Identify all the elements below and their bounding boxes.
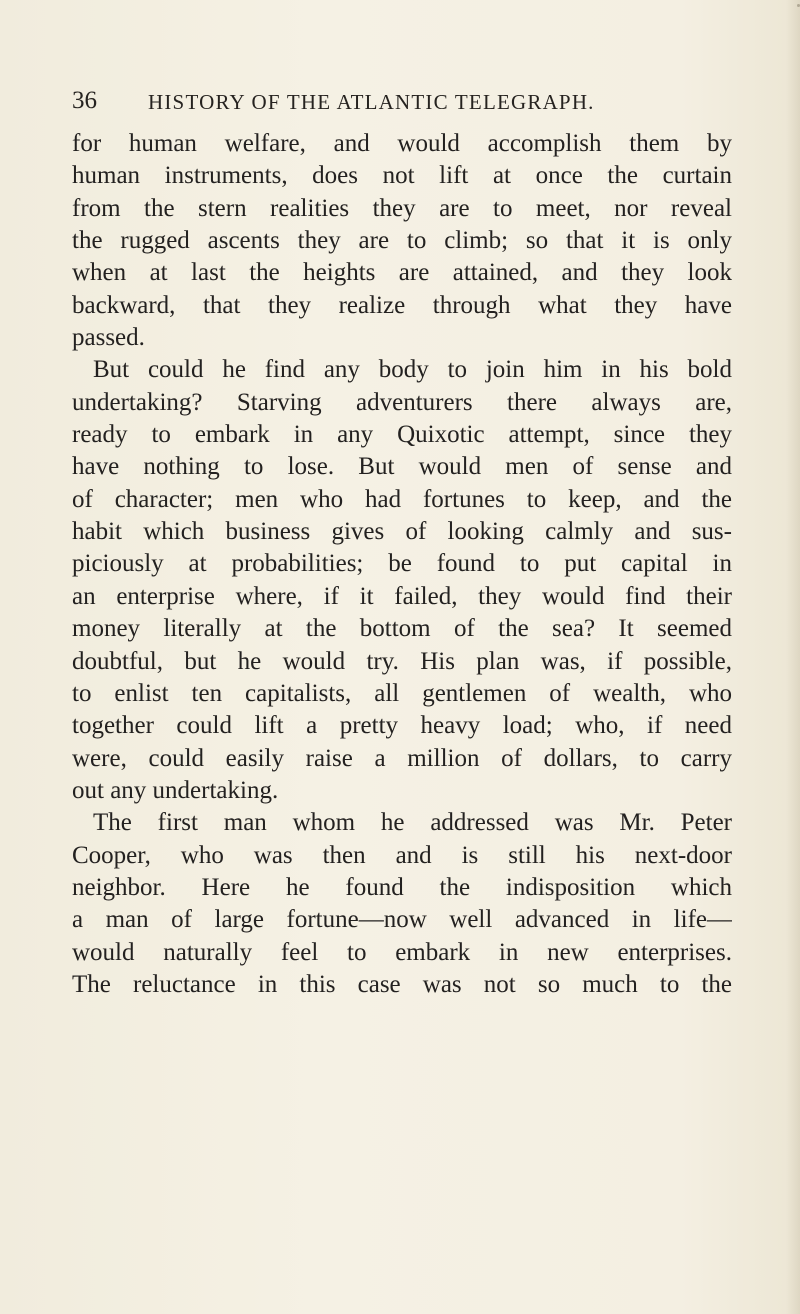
text-line: undertaking? Starving adventurers there always are, [72, 388, 732, 416]
text-line: Cooper, who was then and is still his next-door [72, 841, 732, 869]
text-line: a man of large fortune—now well advanced in life— [72, 906, 732, 934]
text-line: money literally at the bottom of the sea? It seemed [72, 615, 732, 643]
text-line: backward, that they realize through what they have [72, 291, 732, 319]
running-title: HISTORY OF THE ATLANTIC TELEGRAPH. [148, 90, 595, 114]
paragraph-start-line: The first man whom he addressed was Mr. Peter [93, 809, 732, 837]
text-line: have nothing to lose. But would men of sense and [72, 453, 732, 481]
paragraph-start-line: But could he find any body to join him in his bold [93, 356, 732, 384]
text-line: The reluctance in this case was not so much to the [72, 970, 732, 998]
text-line: ready to embark in any Quixotic attempt, since they [72, 421, 732, 449]
text-line: neighbor. Here he found the indisposition which [72, 873, 732, 901]
text-line: habit which business gives of looking calmly and sus- [72, 518, 732, 546]
body-text [72, 128, 732, 1001]
page-number: 36 [72, 87, 97, 114]
text-line: would naturally feel to embark in new enterprises. [72, 938, 732, 966]
text-line: piciously at probabilities; be found to put capital in [72, 550, 732, 578]
text-line: of character; men who had fortunes to keep, and the [72, 485, 732, 513]
text-line: out any undertaking. [72, 776, 279, 804]
text-line: an enterprise where, if it failed, they would find their [72, 582, 732, 610]
text-line: were, could easily raise a million of dollars, to carry [72, 744, 732, 772]
running-header [72, 84, 732, 118]
text-line: for human welfare, and would accomplish them by [72, 130, 732, 157]
text-line: the rugged ascents they are to climb; so that it is only [72, 227, 732, 255]
page-edge-shadow [786, 0, 800, 1314]
text-line: to enlist ten capitalists, all gentlemen of wealth, who [72, 679, 732, 707]
text-line: from the stern realities they are to meet, nor reveal [72, 194, 732, 222]
text-line: together could lift a pretty heavy load; who, if need [72, 712, 732, 740]
text-line: passed. [72, 324, 145, 352]
text-line: human instruments, does not lift at once the curtain [72, 162, 732, 190]
text-line: doubtful, but he would try. His plan was, if possible, [72, 647, 732, 675]
text-line: when at last the heights are attained, and they look [72, 259, 732, 287]
